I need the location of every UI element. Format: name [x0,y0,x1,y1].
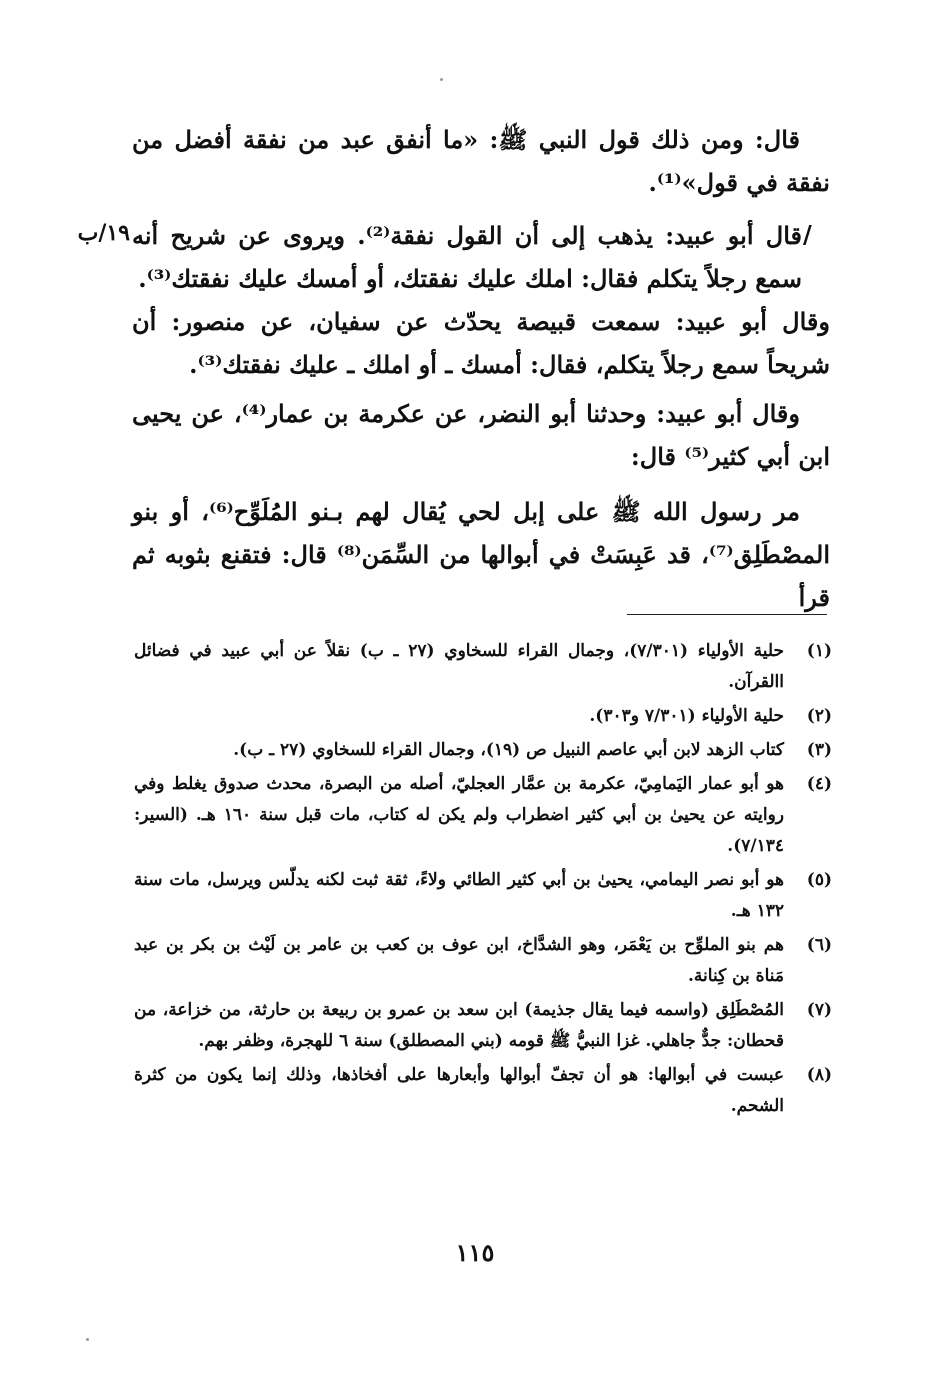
footnote-number: (٥) [806,870,832,890]
main-text-block-2 [132,214,830,386]
footnote-3 [134,735,832,766]
footnote-text: عبست في أبوالها: هو أن تجفّ أبوالها وأبعارها على أفخاذها، وذلك إنما يكون من كثرة الشحم. [134,1065,784,1116]
main-text [132,118,830,204]
page-number: ١١٥ [455,1238,495,1267]
footnote-number: (٣) [806,740,832,760]
paragraph-3: وقال أبو عبيد: سمعت قبيصة يحدّث عن سفيان، عن منصور: أن شريحاً سمع رجلاً يتكلم، فقال: أمسك ـ أو املك ـ عليك نفقتك⁽³⁾. [132,307,830,379]
footnote-text: المُصْطَلِق (واسمه فيما يقال جذيمة) ابن سعد بن عمرو بن ربيعة بن حارثة، من خزاعة، من قحطان: جدٌّ جاهلي. غزا النبيُّ ﷺ قومه (بني المصطلق) سنة ٦ للهجرة، وظفر بهم. [134,1000,784,1051]
folio-slash-mark: / [803,220,812,249]
footnote-7 [134,995,832,1057]
margin-folio: ١٩/ب [77,220,130,246]
footnote-number: (٦) [806,935,832,955]
paragraph-5: مر رسول الله ﷺ على إبل لحي يُقال لهم بـنو المُلَوِّح⁽⁶⁾، أو بنو المصْطَلِق⁽⁷⁾، قد عَبِسَتْ في أبوالها من السِّمَن⁽⁸⁾ قال: فتقنع بثوبه ثم قرأ [132,497,830,612]
footnote-4 [134,769,832,862]
footnote-number: (٨) [806,1065,832,1085]
main-text-block-3 [132,392,830,478]
footnote-text: هو أبو عمار اليَمامِيّ، عكرمة بن عمَّار العجليّ، أصله من البصرة، محدث صدوق يغلط وفي روايته عن يحيىٰ بن أبي كثير اضطراب ولم يكن له كتاب، مات قبل سنة ١٦٠ هـ. (السير: ٧/١٣٤). [134,774,784,856]
paragraph-1: قال: ومن ذلك قول النبي ﷺ: «ما أنفق عبد من نفقة أفضل من نفقة في قول»⁽¹⁾. [132,125,830,197]
footnote-2 [134,701,832,732]
footnote-text: هم بنو الملوِّح بن يَعْمَر، وهو الشدَّاخ، ابن عوف بن كعب بن عامر بن لَيْث بن بكر بن عبد مَناة بن كِنانة. [134,935,784,986]
footnote-number: (٧) [806,1000,832,1020]
footnote-number: (١) [806,641,832,661]
footnote-text: هو أبو نصر اليمامي، يحيىٰ بن أبي كثير الطائي ولاءً، ثقة ثبت لكنه يدلّس ويرسل، مات سنة ١٣٢ هـ. [134,870,784,921]
footnotes [134,636,832,1125]
footnote-1 [134,636,832,698]
scan-speck [440,78,443,81]
footnote-text: كتاب الزهد لابن أبي عاصم النبيل ص (١٩)، وجمال القراء للسخاوي (٢٧ ـ ب). [233,740,784,760]
paragraph-4: وقال أبو عبيد: وحدثنا أبو النضر، عن عكرمة بن عمار⁽⁴⁾، عن يحيى ابن أبي كثير⁽⁵⁾ قال: [132,399,830,471]
footnote-number: (٤) [806,774,832,794]
footnote-text: حلية الأولياء (٧/٣٠١)، وجمال القراء للسخاوي (٢٧ ـ ب) نقلاً عن أبي عبيد في فضائل االقرآن. [134,641,785,692]
footnote-number: (٢) [806,706,832,726]
scan-speck [86,1338,89,1341]
paragraph-2: قال أبو عبيد: يذهب إلى أن القول نفقة⁽²⁾. ويروى عن شريح أنه سمع رجلاً يتكلم فقال: املك عليك نفقتك، أو أمسك عليك نفقتك⁽³⁾. [132,221,802,293]
footnote-text: حلية الأولياء (٧/٣٠١ و٣٠٣). [589,706,784,726]
main-text-block-4 [132,490,830,619]
footnote-separator [627,614,827,615]
footnote-8 [134,1060,832,1122]
footnote-5 [134,865,832,927]
footnote-6 [134,930,832,992]
